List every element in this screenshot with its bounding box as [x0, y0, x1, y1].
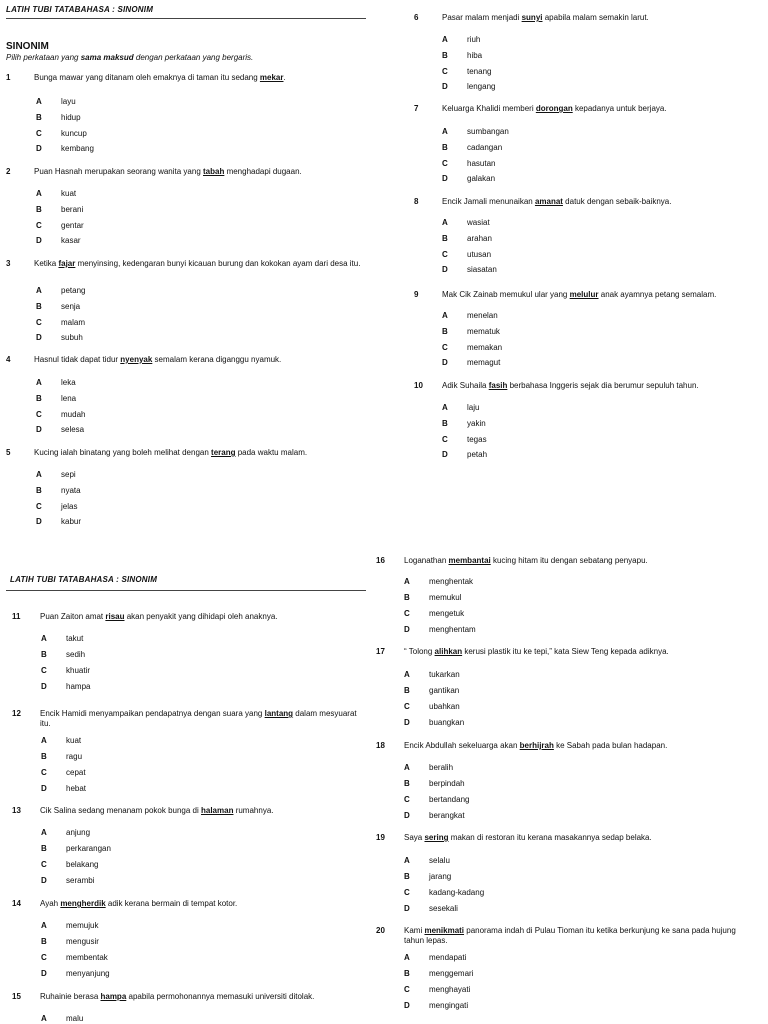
option-text: menggemari	[429, 969, 474, 978]
option-letter: B	[36, 485, 42, 495]
option-letter: C	[404, 985, 410, 994]
option-letter: C	[404, 795, 410, 804]
option-text: sesekali	[429, 904, 458, 913]
option-letter: D	[404, 625, 410, 634]
keyword: sering	[424, 833, 449, 842]
option-letter: D	[36, 236, 42, 246]
option-text: memakan	[467, 342, 503, 352]
option-text: sedih	[66, 650, 86, 659]
option-text: kuat	[61, 189, 77, 198]
option-text: yakin	[467, 418, 486, 428]
option-text: gentar	[61, 220, 84, 230]
option-text: kuat	[66, 736, 82, 745]
option-text: hasutan	[467, 158, 496, 168]
option-letter: B	[41, 937, 47, 946]
option-text: malu	[66, 1014, 84, 1023]
question-number: 1	[6, 73, 11, 82]
keyword: dorongan	[535, 104, 573, 113]
question-stem: Encik Abdullah sekeluarga akan berhijrah ke Sabah pada bulan hadapan.	[404, 741, 668, 750]
option-letter: D	[442, 174, 448, 184]
option-letter: A	[404, 856, 410, 865]
instruction: Pilih perkataan yang sama maksud dengan perkataan yang bergaris.	[6, 53, 254, 62]
option-text: tegas	[467, 434, 487, 444]
option-letter: D	[41, 784, 47, 793]
option-text: laju	[467, 403, 480, 412]
option-text: perkarangan	[66, 844, 111, 853]
question-number: 16	[376, 556, 385, 565]
question-number: 4	[6, 355, 11, 364]
question-stem: Kucing ialah binatang yang boleh melihat dengan terang pada waktu malam.	[34, 448, 308, 457]
option-text: sepi	[61, 470, 76, 479]
option-letter: A	[442, 311, 448, 320]
option-text: kabur	[61, 517, 82, 527]
option-letter: C	[41, 666, 47, 675]
option-text: jarang	[429, 872, 452, 881]
option-text: menyanjung	[66, 969, 110, 978]
option-letter: D	[442, 358, 448, 368]
option-letter: B	[41, 752, 47, 761]
question-stem: Ayah mengherdik adik kerana bermain di tempat kotor.	[40, 899, 238, 908]
option-letter: B	[41, 844, 47, 853]
keyword: lantang	[264, 709, 294, 718]
question-number: 18	[376, 741, 385, 750]
option-letter: B	[404, 872, 410, 881]
option-text: mendapati	[429, 953, 467, 962]
option-letter: C	[36, 220, 42, 230]
question-stem: Puan Hasnah merupakan seorang wanita yang tabah menghadapi dugaan.	[34, 167, 302, 176]
option-text: membentak	[66, 953, 108, 962]
option-text: memujuk	[66, 921, 99, 930]
option-letter: D	[41, 682, 47, 691]
option-letter: A	[36, 189, 42, 198]
option-letter: B	[41, 650, 47, 659]
option-text: hidup	[61, 112, 81, 122]
option-letter: D	[36, 333, 42, 343]
option-letter: C	[36, 501, 42, 511]
option-letter: B	[36, 301, 42, 311]
question-stem: Cik Salina sedang menanam pokok bunga di halaman rumahnya.	[40, 806, 274, 815]
question-number: 13	[12, 806, 21, 815]
option-letter: A	[41, 634, 47, 643]
option-text: senja	[61, 301, 81, 311]
option-text: tukarkan	[429, 670, 460, 679]
option-letter: D	[36, 425, 42, 435]
option-letter: C	[404, 609, 410, 618]
keyword: melulur	[569, 290, 599, 299]
option-letter: A	[36, 286, 42, 295]
option-text: mengetuk	[429, 609, 465, 618]
keyword: mengherdik	[60, 899, 106, 908]
question-number: 19	[376, 833, 385, 842]
option-text: selalu	[429, 856, 450, 865]
option-text: memukul	[429, 593, 462, 602]
option-letter: A	[36, 470, 42, 479]
question-number: 15	[12, 992, 21, 1001]
option-letter: C	[41, 860, 47, 869]
option-letter: D	[404, 904, 410, 913]
option-text: hiba	[467, 50, 483, 60]
option-letter: D	[36, 144, 42, 154]
option-letter: D	[442, 82, 448, 92]
question-number: 2	[6, 167, 11, 176]
question-number: 9	[414, 290, 419, 299]
question-stem: “ Tolong alihkan kerusi plastik itu ke tepi,” kata Siew Teng kepada adiknya.	[404, 647, 669, 656]
option-letter: C	[36, 317, 42, 327]
option-text: siasatan	[467, 265, 497, 275]
keyword: alihkan	[434, 647, 463, 656]
option-letter: A	[404, 577, 410, 586]
option-text: berangkat	[429, 811, 465, 820]
keyword: risau	[105, 612, 125, 621]
question-number: 11	[12, 612, 21, 621]
option-text: kembang	[61, 144, 94, 154]
keyword: fajar	[58, 259, 76, 268]
option-letter: C	[442, 342, 448, 352]
option-text: kadang-kadang	[429, 888, 485, 897]
header-rule-2	[6, 590, 366, 591]
option-letter: B	[404, 969, 410, 978]
option-letter: A	[442, 35, 448, 44]
option-text: memagut	[467, 358, 501, 368]
option-text: riuh	[467, 35, 481, 44]
option-text: petang	[61, 286, 86, 295]
option-letter: A	[41, 828, 47, 837]
question-stem: Bunga mawar yang ditanam oleh emaknya di taman itu sedang mekar.	[34, 73, 286, 82]
option-letter: D	[41, 969, 47, 978]
option-letter: B	[36, 204, 42, 214]
option-text: leka	[61, 378, 76, 387]
keyword: amanat	[534, 197, 563, 206]
question-stem: Ruhainie berasa hampa apabila permohonannya memasuki universiti ditolak.	[40, 992, 315, 1001]
question-stem: Ketika fajar menyinsing, kedengaran bunyi kicauan burung dan kokokan ayam dari desa itu.	[34, 259, 361, 268]
option-letter: C	[404, 702, 410, 711]
option-text: lena	[61, 393, 77, 403]
option-letter: A	[36, 97, 42, 106]
option-letter: D	[36, 517, 42, 527]
option-text: menghentam	[429, 625, 476, 634]
option-letter: A	[442, 127, 448, 136]
option-text: layu	[61, 97, 76, 106]
option-text: menghayati	[429, 985, 471, 994]
worksheet-header-2: LATIH TUBI TATABAHASA : SINONIM	[10, 575, 158, 584]
option-letter: A	[404, 763, 410, 772]
keyword: menikmati	[424, 926, 465, 935]
option-letter: A	[41, 736, 47, 745]
keyword: mekar	[259, 73, 284, 82]
option-letter: C	[442, 158, 448, 168]
question-number: 6	[414, 13, 419, 22]
question-number: 17	[376, 647, 385, 656]
option-text: wasiat	[467, 218, 490, 227]
option-letter: D	[404, 718, 410, 727]
option-text: hebat	[66, 784, 87, 793]
question-number: 8	[414, 197, 419, 206]
option-text: utusan	[467, 249, 492, 259]
option-text: subuh	[61, 333, 83, 343]
question-number: 12	[12, 709, 21, 718]
question-stem: Puan Zaiton amat risau akan penyakit yang dihidapi oleh anaknya.	[40, 612, 278, 621]
option-text: malam	[61, 317, 86, 327]
option-letter: A	[404, 953, 410, 962]
option-letter: B	[442, 142, 448, 152]
option-letter: A	[36, 378, 42, 387]
question-number: 10	[414, 381, 423, 390]
option-letter: C	[442, 434, 448, 444]
option-letter: D	[404, 1001, 410, 1010]
option-letter: A	[442, 218, 448, 227]
option-text: cadangan	[467, 142, 503, 152]
option-letter: B	[442, 50, 448, 60]
keyword: nyenyak	[120, 355, 153, 364]
option-text: anjung	[66, 828, 91, 837]
option-text: bertandang	[429, 795, 470, 804]
option-text: serambi	[66, 876, 95, 885]
question-stem: Encik Hamidi menyampaikan pendapatnya dengan suara yang lantang dalam mesyuarat itu.	[40, 709, 357, 728]
option-text: mengusir	[66, 937, 99, 946]
worksheet-header: LATIH TUBI TATABAHASA : SINONIM	[6, 5, 154, 14]
question-number: 3	[6, 259, 11, 268]
option-text: ubahkan	[429, 702, 460, 711]
question-stem: Mak Cik Zainab memukul ular yang melulur anak ayamnya petang semalam.	[442, 290, 717, 299]
header-rule	[6, 18, 366, 19]
option-letter: B	[404, 779, 410, 788]
option-letter: D	[442, 265, 448, 275]
question-stem: Adik Suhaila fasih berbahasa Inggeris sejak dia berumur sepuluh tahun.	[442, 381, 699, 390]
option-text: berpindah	[429, 779, 465, 788]
question-stem: Pasar malam menjadi sunyi apabila malam semakin larut.	[442, 13, 649, 22]
question-stem: Loganathan membantai kucing hitam itu dengan sebatang penyapu.	[404, 556, 648, 565]
option-letter: C	[442, 249, 448, 259]
option-text: gantikan	[429, 686, 460, 695]
option-letter: C	[36, 409, 42, 419]
option-text: petah	[467, 450, 488, 460]
option-letter: B	[442, 326, 448, 336]
option-text: menghentak	[429, 577, 474, 586]
option-letter: A	[41, 921, 47, 930]
section-title: SINONIM	[6, 41, 49, 52]
question-stem: Saya sering makan di restoran itu kerana masakannya sedap belaka.	[404, 833, 652, 842]
option-text: mudah	[61, 409, 86, 419]
question-number: 5	[6, 448, 11, 457]
question-stem: Kami menikmati panorama indah di Pulau Tioman itu ketika berkunjung ke sana pada hujung tahun lepas.	[404, 926, 736, 945]
option-text: khuatir	[66, 666, 91, 675]
question-stem: Hasnul tidak dapat tidur nyenyak semalam kerana diganggu nyamuk.	[34, 355, 282, 364]
option-text: berani	[61, 204, 84, 214]
option-letter: C	[41, 768, 47, 777]
option-text: cepat	[66, 768, 86, 777]
option-text: buangkan	[429, 718, 465, 727]
option-text: ragu	[66, 752, 83, 761]
option-text: hampa	[66, 682, 91, 691]
option-text: jelas	[61, 501, 78, 511]
option-text: lengang	[467, 82, 496, 92]
keyword: sunyi	[521, 13, 543, 22]
option-letter: B	[442, 418, 448, 428]
option-text: belakang	[66, 860, 99, 869]
keyword: halaman	[201, 806, 234, 815]
option-text: nyata	[61, 485, 81, 495]
option-text: tenang	[467, 66, 492, 76]
keyword: hampa	[100, 992, 127, 1001]
option-letter: D	[404, 811, 410, 820]
keyword: tabah	[203, 167, 225, 176]
option-letter: B	[404, 593, 410, 602]
option-text: beralih	[429, 763, 454, 772]
option-letter: C	[442, 66, 448, 76]
option-text: mematuk	[467, 326, 500, 336]
option-letter: D	[41, 876, 47, 885]
option-text: takut	[66, 634, 84, 643]
question-number: 7	[414, 104, 419, 113]
option-text: sumbangan	[467, 127, 509, 136]
option-letter: D	[442, 450, 448, 460]
keyword: fasih	[488, 381, 508, 390]
option-text: kasar	[61, 236, 81, 246]
option-text: arahan	[467, 233, 492, 243]
keyword: terang	[211, 448, 236, 457]
option-letter: C	[404, 888, 410, 897]
option-text: galakan	[467, 174, 496, 184]
keyword: membantai	[448, 556, 491, 565]
question-stem: Keluarga Khalidi memberi dorongan kepadanya untuk berjaya.	[442, 104, 667, 113]
question-stem: Encik Jamali menunaikan amanat datuk dengan sebaik-baiknya.	[442, 197, 672, 206]
option-letter: B	[442, 233, 448, 243]
option-letter: C	[36, 128, 42, 138]
option-letter: B	[36, 393, 42, 403]
option-letter: B	[36, 112, 42, 122]
option-text: kuncup	[61, 128, 87, 138]
option-letter: A	[442, 403, 448, 412]
option-letter: A	[41, 1014, 47, 1023]
keyword: berhijrah	[519, 741, 554, 750]
option-letter: B	[404, 686, 410, 695]
question-number: 20	[376, 926, 385, 935]
option-letter: C	[41, 953, 47, 962]
option-text: menelan	[467, 311, 498, 320]
option-text: selesa	[61, 425, 85, 435]
question-number: 14	[12, 899, 21, 908]
option-text: mengingati	[429, 1001, 469, 1010]
option-letter: A	[404, 670, 410, 679]
